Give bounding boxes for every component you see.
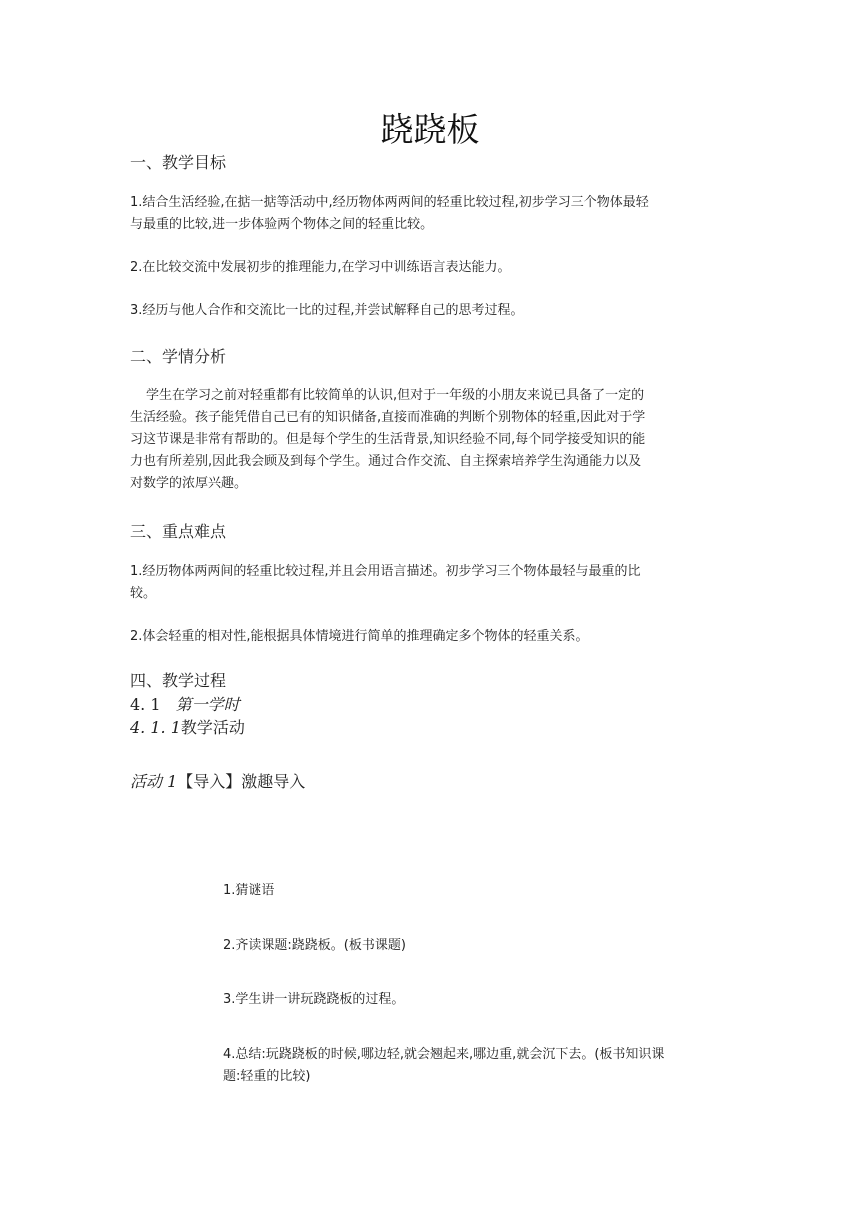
activity-step-3: 3.学生讲一讲玩跷跷板的过程。: [223, 992, 405, 1007]
analysis-line-4: 力也有所差别,因此我会顾及到每个学生。通过合作交流、自主探索培养学生沟通能力以及: [130, 454, 642, 469]
activity-title: 【导入】激趣导入: [177, 772, 306, 791]
keypoint-line-1a: 1.经历物体两两间的轻重比较过程,并且会用语言描述。初步学习三个物体最轻与最重的比: [130, 564, 641, 579]
analysis-line-1: 学生在学习之前对轻重都有比较简单的认识,但对于一年级的小朋友来说已具备了一定的: [146, 388, 645, 403]
activity-label: 活动 1: [130, 772, 178, 791]
analysis-line-2: 生活经验。孩子能凭借自己已有的知识储备,直接而准确的判断个别物体的轻重,因此对于学: [130, 410, 646, 425]
activity-step-1: 1.猜谜语: [223, 883, 275, 898]
goal-line-2: 2.在比较交流中发展初步的推理能力,在学习中训练语言表达能力。: [130, 260, 511, 275]
keypoint-line-1b: 较。: [130, 586, 157, 601]
keypoint-line-2: 2.体会轻重的相对性,能根据具体情境进行简单的推理确定多个物体的轻重关系。: [130, 629, 589, 644]
subsection-number: 4. 1: [130, 695, 161, 714]
analysis-line-5: 对数学的浓厚兴趣。: [130, 476, 248, 491]
goal-line-3: 3.经历与他人合作和交流比一比的过程,并尝试解释自己的思考过程。: [130, 303, 524, 318]
activity-step-4a: 4.总结:玩跷跷板的时候,哪边轻,就会翘起来,哪边重,就会沉下去。(板书知识课: [223, 1047, 665, 1062]
subsubsection-number: 4. 1. 1: [130, 718, 181, 737]
subsection-title: 第一学时: [175, 695, 240, 714]
activity-step-4b: 题:轻重的比较): [223, 1069, 311, 1084]
document-title: 跷跷板: [380, 110, 480, 149]
section-heading-keypoints: 三、重点难点: [130, 522, 227, 541]
activity-heading: [130, 769, 305, 792]
analysis-line-3: 习这节课是非常有帮助的。但是每个学生的生活背景,知识经验不同,每个同学接受知识的能: [130, 432, 646, 447]
section-heading-analysis: 二、学情分析: [130, 347, 227, 366]
goal-line-1a: 1.结合生活经验,在掂一掂等活动中,经历物体两两间的轻重比较过程,初步学习三个物体最轻: [130, 195, 649, 210]
section-heading-process: 四、教学过程: [130, 671, 227, 690]
subsubsection-title: 教学活动: [180, 718, 245, 737]
goal-line-1b: 与最重的比较,进一步体验两个物体之间的轻重比较。: [130, 217, 434, 232]
section-heading-goals: 一、教学目标: [130, 153, 227, 172]
subsubsection-heading-activities: [130, 715, 245, 738]
subsection-heading-lesson: [130, 692, 240, 715]
activity-step-2: 2.齐读课题:跷跷板。(板书课题): [223, 938, 406, 953]
